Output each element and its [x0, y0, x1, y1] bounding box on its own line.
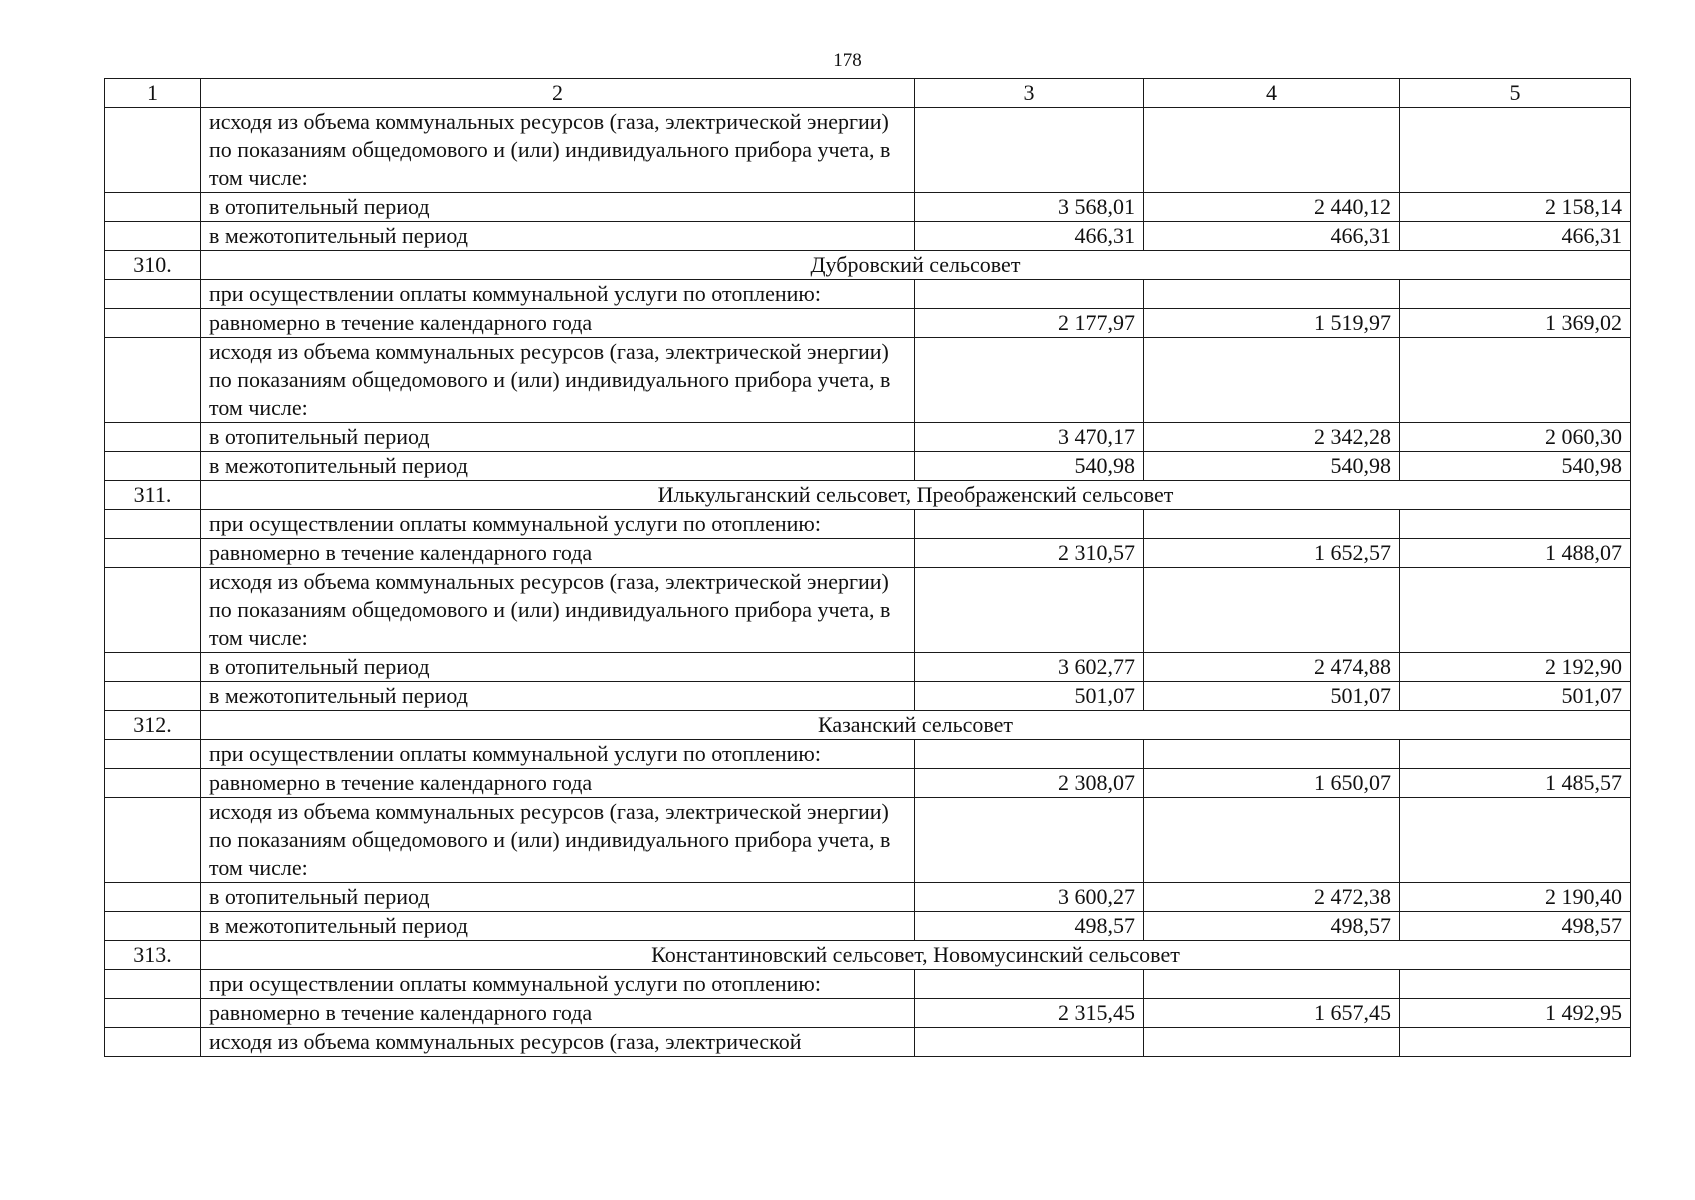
- row-number: [105, 539, 201, 568]
- value-col-4: [1144, 338, 1400, 423]
- value-col-3: 2 308,07: [915, 769, 1144, 798]
- value-col-5: 2 158,14: [1400, 193, 1631, 222]
- row-number: [105, 423, 201, 452]
- value-col-4: [1144, 740, 1400, 769]
- table-row: [105, 912, 1631, 941]
- page-number: 178: [833, 50, 862, 71]
- value-col-3: 3 470,17: [915, 423, 1144, 452]
- value-col-4: 2 472,38: [1144, 883, 1400, 912]
- table-row: [105, 280, 1631, 309]
- column-header-3: 3: [915, 79, 1144, 108]
- value-col-5: 1 369,02: [1400, 309, 1631, 338]
- table-row: [105, 740, 1631, 769]
- value-col-5: [1400, 108, 1631, 193]
- row-number: [105, 883, 201, 912]
- section-title: Казанский сельсовет: [201, 711, 1631, 740]
- table-row: [105, 510, 1631, 539]
- row-number: [105, 682, 201, 711]
- value-col-3: [915, 1028, 1144, 1057]
- value-col-3: 466,31: [915, 222, 1144, 251]
- column-header-5: 5: [1400, 79, 1631, 108]
- value-col-3: 540,98: [915, 452, 1144, 481]
- value-col-4: [1144, 1028, 1400, 1057]
- value-col-3: 3 600,27: [915, 883, 1144, 912]
- value-col-5: 1 485,57: [1400, 769, 1631, 798]
- value-col-3: 3 602,77: [915, 653, 1144, 682]
- row-label: равномерно в течение календарного года: [201, 769, 915, 798]
- row-number: [105, 769, 201, 798]
- value-col-5: [1400, 510, 1631, 539]
- row-label: в межотопительный период: [201, 452, 915, 481]
- section-number: 311.: [105, 481, 201, 510]
- row-number: [105, 1028, 201, 1057]
- section-title: Дубровский сельсовет: [201, 251, 1631, 280]
- column-header-1: 1: [105, 79, 201, 108]
- value-col-5: 2 192,90: [1400, 653, 1631, 682]
- value-col-5: 1 488,07: [1400, 539, 1631, 568]
- row-label: исходя из объема коммунальных ресурсов (газа, электрической энергии) по показаниям общедомового и (или) индивидуального прибора учета, в том числе:: [201, 798, 915, 883]
- row-label: в отопительный период: [201, 653, 915, 682]
- table-row: [105, 568, 1631, 653]
- value-col-5: [1400, 1028, 1631, 1057]
- value-col-4: 498,57: [1144, 912, 1400, 941]
- value-col-4: 466,31: [1144, 222, 1400, 251]
- row-label: исходя из объема коммунальных ресурсов (газа, электрической энергии) по показаниям общедомового и (или) индивидуального прибора учета, в том числе:: [201, 338, 915, 423]
- value-col-3: [915, 568, 1144, 653]
- row-number: [105, 912, 201, 941]
- value-col-5: [1400, 798, 1631, 883]
- row-number: [105, 193, 201, 222]
- row-number: [105, 568, 201, 653]
- value-col-4: [1144, 510, 1400, 539]
- value-col-4: [1144, 280, 1400, 309]
- value-col-4: 1 657,45: [1144, 999, 1400, 1028]
- column-header-2: 2: [201, 79, 915, 108]
- column-header-row: [105, 79, 1631, 108]
- value-col-4: [1144, 568, 1400, 653]
- value-col-3: [915, 970, 1144, 999]
- value-col-5: [1400, 568, 1631, 653]
- value-col-3: [915, 338, 1144, 423]
- value-col-4: [1144, 970, 1400, 999]
- value-col-4: 1 650,07: [1144, 769, 1400, 798]
- table-row: [105, 309, 1631, 338]
- row-label: при осуществлении оплаты коммунальной услуги по отоплению:: [201, 510, 915, 539]
- section-row: [105, 481, 1631, 510]
- value-col-3: [915, 740, 1144, 769]
- row-number: [105, 999, 201, 1028]
- value-col-5: 2 060,30: [1400, 423, 1631, 452]
- value-col-5: 466,31: [1400, 222, 1631, 251]
- value-col-5: [1400, 280, 1631, 309]
- section-number: 313.: [105, 941, 201, 970]
- table-row: [105, 1028, 1631, 1057]
- row-label: равномерно в течение календарного года: [201, 309, 915, 338]
- section-title: Илькульганский сельсовет, Преображенский сельсовет: [201, 481, 1631, 510]
- table-row: [105, 769, 1631, 798]
- row-label: в отопительный период: [201, 423, 915, 452]
- row-label: исходя из объема коммунальных ресурсов (газа, электрической энергии) по показаниям общедомового и (или) индивидуального прибора учета, в том числе:: [201, 108, 915, 193]
- row-label: в межотопительный период: [201, 682, 915, 711]
- value-col-4: 1 652,57: [1144, 539, 1400, 568]
- value-col-3: 498,57: [915, 912, 1144, 941]
- value-col-3: 3 568,01: [915, 193, 1144, 222]
- value-col-4: 540,98: [1144, 452, 1400, 481]
- row-label: в межотопительный период: [201, 912, 915, 941]
- section-number: 310.: [105, 251, 201, 280]
- value-col-5: [1400, 740, 1631, 769]
- value-col-4: 1 519,97: [1144, 309, 1400, 338]
- row-number: [105, 338, 201, 423]
- section-row: [105, 251, 1631, 280]
- section-title: Константиновский сельсовет, Новомусинский сельсовет: [201, 941, 1631, 970]
- value-col-3: [915, 108, 1144, 193]
- value-col-4: [1144, 108, 1400, 193]
- section-row: [105, 941, 1631, 970]
- table-row: [105, 970, 1631, 999]
- table-row: [105, 682, 1631, 711]
- table-row: [105, 452, 1631, 481]
- value-col-5: 498,57: [1400, 912, 1631, 941]
- value-col-4: 2 342,28: [1144, 423, 1400, 452]
- row-label: равномерно в течение календарного года: [201, 999, 915, 1028]
- table-row: [105, 999, 1631, 1028]
- table-row: [105, 539, 1631, 568]
- table-row: [105, 338, 1631, 423]
- value-col-5: [1400, 338, 1631, 423]
- section-number: 312.: [105, 711, 201, 740]
- row-label: равномерно в течение календарного года: [201, 539, 915, 568]
- row-label: в межотопительный период: [201, 222, 915, 251]
- row-number: [105, 108, 201, 193]
- row-number: [105, 510, 201, 539]
- table-row: [105, 222, 1631, 251]
- table-row: [105, 798, 1631, 883]
- row-label: исходя из объема коммунальных ресурсов (газа, электрической энергии) по показаниям общедомового и (или) индивидуального прибора учета, в том числе:: [201, 568, 915, 653]
- value-col-3: [915, 510, 1144, 539]
- value-col-5: 1 492,95: [1400, 999, 1631, 1028]
- row-number: [105, 653, 201, 682]
- value-col-3: [915, 798, 1144, 883]
- row-number: [105, 222, 201, 251]
- value-col-5: [1400, 970, 1631, 999]
- value-col-4: 501,07: [1144, 682, 1400, 711]
- tariff-table-body: [105, 79, 1631, 1057]
- row-label: при осуществлении оплаты коммунальной услуги по отоплению:: [201, 970, 915, 999]
- row-label: в отопительный период: [201, 193, 915, 222]
- value-col-3: 2 177,97: [915, 309, 1144, 338]
- row-label: исходя из объема коммунальных ресурсов (газа, электрической: [201, 1028, 915, 1057]
- section-row: [105, 711, 1631, 740]
- row-number: [105, 280, 201, 309]
- row-label: при осуществлении оплаты коммунальной услуги по отоплению:: [201, 740, 915, 769]
- row-number: [105, 970, 201, 999]
- row-number: [105, 452, 201, 481]
- table-row: [105, 193, 1631, 222]
- row-label: в отопительный период: [201, 883, 915, 912]
- value-col-4: 2 474,88: [1144, 653, 1400, 682]
- table-row: [105, 423, 1631, 452]
- value-col-5: 501,07: [1400, 682, 1631, 711]
- value-col-3: 501,07: [915, 682, 1144, 711]
- value-col-5: 540,98: [1400, 452, 1631, 481]
- row-number: [105, 309, 201, 338]
- value-col-3: [915, 280, 1144, 309]
- value-col-4: [1144, 798, 1400, 883]
- value-col-5: 2 190,40: [1400, 883, 1631, 912]
- table-row: [105, 653, 1631, 682]
- value-col-3: 2 310,57: [915, 539, 1144, 568]
- tariff-table: [104, 78, 1631, 1057]
- table-row: [105, 883, 1631, 912]
- row-number: [105, 798, 201, 883]
- value-col-4: 2 440,12: [1144, 193, 1400, 222]
- row-number: [105, 740, 201, 769]
- row-label: при осуществлении оплаты коммунальной услуги по отоплению:: [201, 280, 915, 309]
- value-col-3: 2 315,45: [915, 999, 1144, 1028]
- column-header-4: 4: [1144, 79, 1400, 108]
- table-row: [105, 108, 1631, 193]
